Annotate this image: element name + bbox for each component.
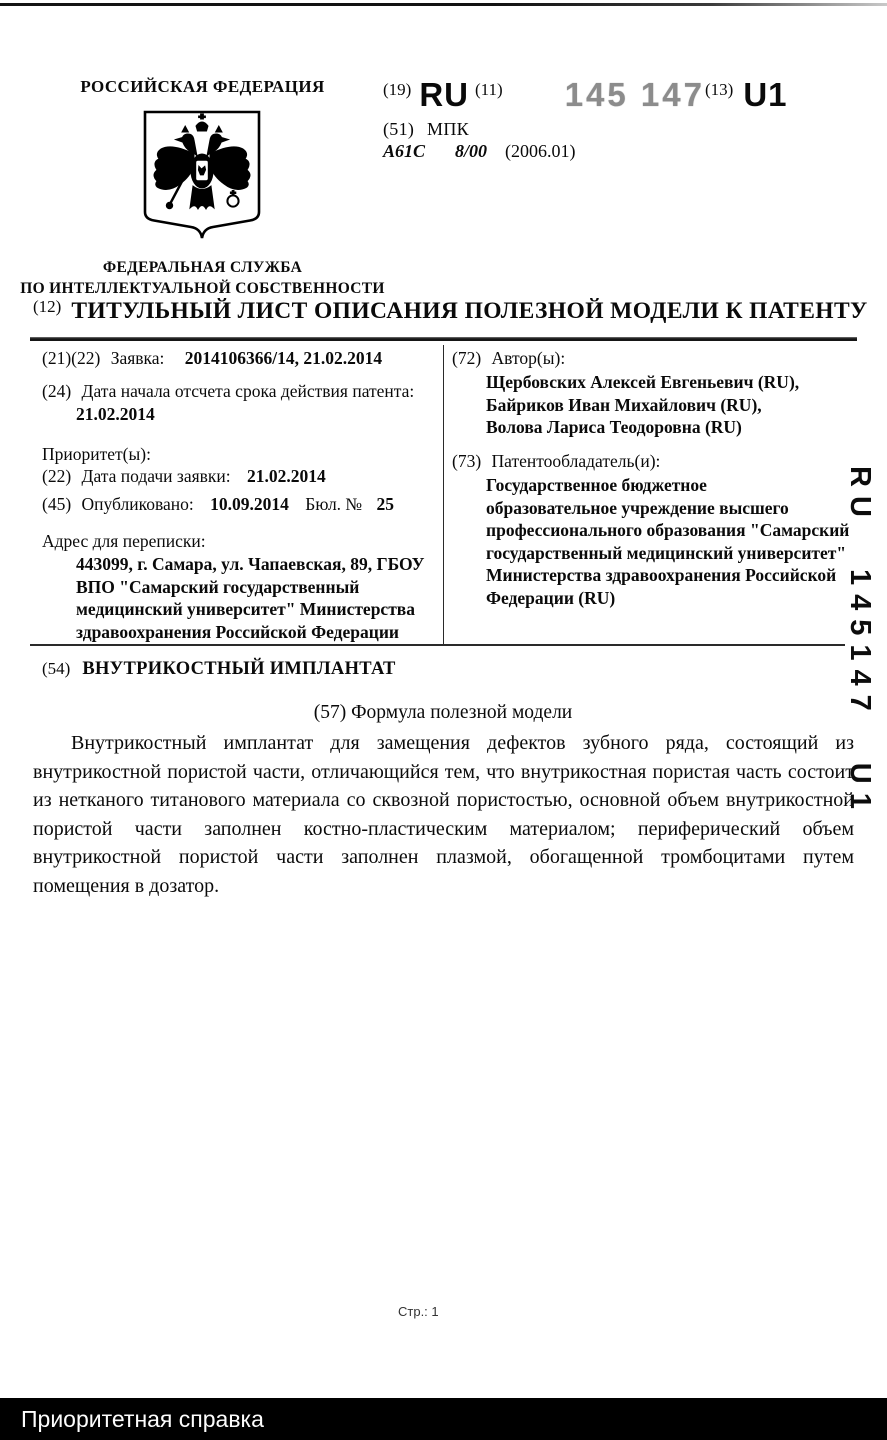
country-name: РОССИЙСКАЯ ФЕДЕРАЦИЯ	[80, 77, 325, 96]
inid-code-45: (45)	[42, 494, 72, 514]
patent-holder-lines	[486, 474, 849, 609]
authors-field	[452, 348, 565, 369]
address-line: медицинский университет" Министерства	[76, 599, 415, 619]
inid-code-19: (19)	[383, 80, 412, 99]
claim-text: Внутрикостный имплантат для замещения дефектов зубного ряда, состоящий из внутрикостной пористой части, отличающийся тем, что внутрикостная пористая часть состоит из нетканого титанового материала со сквозной пористостью, основной объем внутрикостной пористой части заполнен костно-пластическим материалом; периферический объем внутрикостной пористой части заполнен плазмой, обогащенной тромбоцитами путем помещения в дозатор.	[33, 732, 854, 897]
inid-code-73: (73)	[452, 451, 482, 471]
published-value: 10.09.2014	[210, 494, 289, 514]
inid-code-11: (11)	[475, 80, 503, 99]
patent-holder-line: образовательное учреждение высшего	[486, 497, 789, 518]
published-label: Опубликовано:	[81, 494, 194, 514]
column-divider	[443, 345, 444, 644]
author-line: Байриков Иван Михайлович (RU),	[486, 394, 762, 415]
inid-code-13: (13)	[705, 80, 734, 99]
invention-title-text: ВНУТРИКОСТНЫЙ ИМПЛАНТАТ	[82, 659, 396, 679]
patent-holder-line: Государственное бюджетное	[486, 475, 707, 495]
patent-holder-field	[452, 451, 660, 472]
inid-code-24: (24)	[42, 381, 72, 401]
ipc-class: A61C	[383, 141, 426, 161]
correspondence-address-lines	[76, 553, 425, 643]
ipc-header	[383, 119, 469, 140]
authority-line2: ПО ИНТЕЛЛЕКТУАЛЬНОЙ СОБСТВЕННОСТИ	[20, 280, 385, 297]
author-line: Волова Лариса Теодоровна (RU)	[486, 417, 742, 437]
scan-artifact-line	[0, 3, 887, 6]
document-type-title	[33, 297, 868, 325]
ipc-classification	[383, 141, 576, 162]
inid-code-22: (22)	[42, 466, 72, 486]
document-type-title-text: ТИТУЛЬНЫЙ ЛИСТ ОПИСАНИЯ ПОЛЕЗНОЙ МОДЕЛИ К ПАТЕНТУ	[71, 298, 868, 324]
application-field	[42, 348, 382, 369]
authors-label: Автор(ы):	[491, 348, 566, 368]
kind-code: U1	[743, 76, 788, 113]
bulletin-label: Бюл. №	[305, 494, 363, 514]
coat-of-arms-icon	[140, 108, 264, 242]
patent-holder-label: Патентообладатель(и):	[491, 451, 661, 471]
document-number: 145 147	[564, 76, 705, 113]
address-line: 443099, г. Самара, ул. Чапаевская, 89, ГБОУ	[76, 554, 425, 574]
formula-heading: (57) Формула полезной модели	[313, 702, 573, 723]
inid-code-21-22: (21)(22)	[42, 348, 101, 368]
filing-date-field	[42, 466, 326, 487]
priority-certificate-banner	[0, 1398, 887, 1440]
application-value: 2014106366/14, 21.02.2014	[184, 348, 383, 368]
inid-code-54: (54)	[42, 659, 71, 678]
patent-holder-line: Министерства здравоохранения Российской	[486, 565, 837, 585]
invention-title	[42, 659, 396, 680]
title-divider-rule	[30, 337, 857, 341]
correspondence-address-label: Адрес для переписки:	[42, 531, 206, 551]
term-start-field	[42, 381, 414, 402]
filing-date-value: 21.02.2014	[247, 466, 326, 486]
priority-certificate-banner-text: Приоритетная справка	[21, 1405, 264, 1432]
published-field	[42, 494, 394, 515]
address-line: ВПО "Самарский государственный	[76, 576, 360, 597]
authors-lines	[486, 371, 799, 439]
biblio-bottom-rule	[30, 644, 845, 646]
authority-line1: ФЕДЕРАЛЬНАЯ СЛУЖБА	[102, 259, 303, 276]
inid-code-51: (51)	[383, 119, 415, 139]
patent-holder-line: Федерации (RU)	[486, 587, 616, 608]
patent-holder-line: профессионального образования "Самарский	[486, 520, 850, 540]
filing-date-label: Дата подачи заявки:	[81, 466, 231, 486]
author-line: Щербовских Алексей Евгеньевич (RU),	[486, 372, 800, 392]
authority-name	[10, 257, 395, 299]
page-number-label: Стр.: 1	[398, 1304, 439, 1319]
inid-code-72: (72)	[452, 348, 482, 368]
ipc-version: (2006.01)	[505, 141, 576, 161]
address-line: здравоохранения Российской Федерации	[76, 621, 399, 642]
patent-holder-line: государственный медицинский университет"	[486, 542, 847, 563]
term-start-value: 21.02.2014	[76, 404, 155, 424]
side-publication-code: RU 145147 U1	[844, 466, 876, 818]
ipc-subclass: 8/00	[455, 141, 488, 161]
ipc-label: МПК	[427, 119, 469, 139]
country-code: RU	[419, 76, 469, 113]
bulletin-value: 25	[376, 494, 395, 514]
application-label: Заявка:	[110, 348, 165, 368]
publication-codes	[383, 78, 788, 112]
priority-label: Приоритет(ы):	[42, 444, 151, 464]
inid-code-12: (12)	[33, 297, 62, 316]
coat-of-arms	[140, 108, 264, 242]
term-start-label: Дата начала отсчета срока действия патента:	[81, 381, 415, 401]
